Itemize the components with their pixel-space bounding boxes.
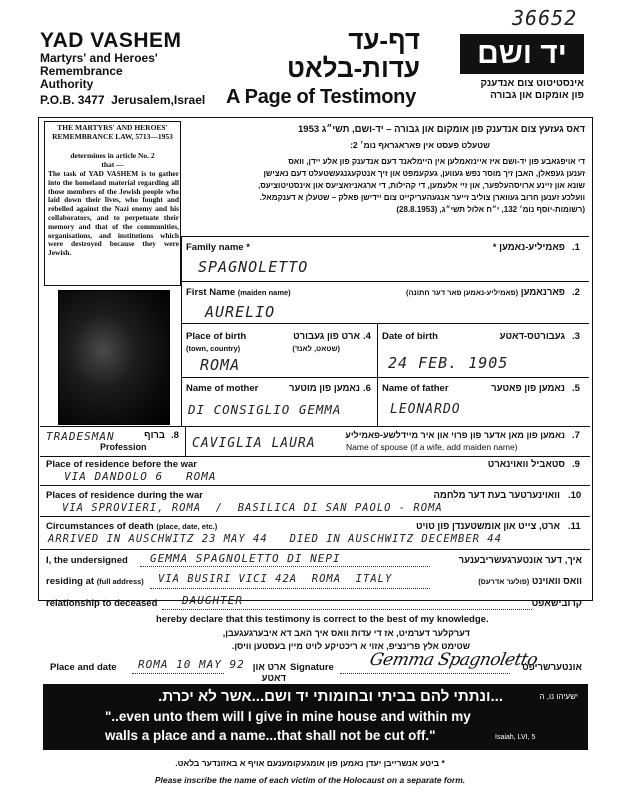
death-circumstances-heb-label: ארט, צייט און אומשטענדן פון טויט (415, 521, 560, 532)
spouse-name-label: Name of spouse (if a wife, add maiden name) (346, 442, 518, 452)
birthdate-value[interactable]: 24 FEB. 1905 (388, 354, 509, 372)
logo-text: יד ושם (477, 37, 567, 70)
profession-value[interactable]: TRADESMAN (46, 430, 115, 443)
org-line-2: Martyrs' and Heroes' (40, 51, 158, 65)
yiddish-line-5: שונא און זיינע ארויסהעלפער, און זיי אלעמען, די קהילות, די ארגאניזאציעס און אינסטיטוציעס, (257, 181, 585, 190)
heb-title-2: עדות-בלאט (287, 53, 420, 83)
birthplace-label: Place of birth (186, 331, 247, 342)
field-4-number: .4 (363, 331, 371, 342)
banner-eng-ref: Isaiah, LVI, 5 (495, 734, 536, 741)
residing-sublabel: (full address) (96, 577, 144, 586)
org-block (40, 30, 240, 91)
birthplace-heb-sublabel: (שטאט, לאנד) (292, 344, 340, 353)
residing-value[interactable]: VIA BUSIRI VICI 42A ROMA ITALY (158, 573, 393, 585)
footer-eng-note: Please inscribe the name of each victim of the Holocaust on a separate form. (154, 775, 466, 785)
yiddish-line-7: (רשומות-יוסף נומ׳ 132, י״ח אלול תשי״ג, (28.8.1953) (396, 205, 585, 214)
relationship-heb-label: קרובישאפט (531, 598, 582, 609)
family-name-value[interactable]: SPAGNOLETTO (198, 258, 309, 276)
birthplace-heb-label: ארט פון געבורט (293, 331, 360, 342)
undersigned-label: I, the undersigned (46, 555, 128, 566)
family-name-label: Family name * (186, 242, 250, 253)
banner-heb-ref: ישעיהו נו, ה (539, 692, 578, 701)
residing-heb-sublabel: (פולער אדרעס) (478, 577, 530, 586)
prewar-residence-label: Place of residence before the war (46, 459, 198, 470)
mother-name-value[interactable]: DI CONSIGLIO GEMMA (188, 402, 342, 417)
law-heading: THE MARTYRS' AND HEROES' REMEMBRANCE LAW, 5713—1953 (52, 123, 173, 141)
residing-heb-text: וואס וואוינט (531, 576, 582, 587)
profession-heb-label: ברוף (144, 430, 165, 441)
isaiah-banner (43, 684, 588, 750)
banner-heb-quote: ...ונתתי להם בביתי ובחומותי יד ושם...אשר לא יכרת. (158, 688, 503, 705)
declaration-heb-1: דערקלער דערמיט, אז די עדות וואס איך האב דא איבערגעגעבן, (222, 628, 470, 638)
signature-image: Gemma Spagnoletto (367, 650, 540, 670)
residing-label-text: residing at (46, 576, 95, 587)
profession-label: Profession (100, 442, 147, 452)
org-line-3: Remembrance (40, 64, 123, 78)
wartime-residence-label: Places of residence during the war (46, 490, 203, 501)
declaration-text: hereby declare that this testimony is correct to the best of my knowledge. (156, 614, 489, 625)
prewar-residence-value[interactable]: VIA DANDOLO 6 ROMA (64, 470, 217, 483)
field-1-number: .1 (572, 242, 580, 253)
logo-subtitle-1: אינסטיטוט צום אנדענק (480, 78, 584, 89)
yiddish-line-3: די אויפגאבע פון יד-ושם איז איינזאמלען אין היימלאנד דעם אנדענק פון אלע יידן, וואס (288, 157, 585, 166)
heb-title-1: דף-עד (348, 25, 420, 55)
org-name: YAD VASHEM (40, 29, 182, 52)
undersigned-heb-label: איך, דער אונטערגעשריבענער (458, 555, 582, 566)
undersigned-value[interactable]: GEMMA SPAGNOLETTO DI NEPI (150, 552, 341, 565)
signature-heb-label: אונטערשריפט (522, 662, 582, 673)
banner-eng-quote-1: "..even unto them will I give in mine house and within my (105, 709, 471, 724)
victim-photo (58, 290, 170, 425)
death-circumstances-value[interactable]: ARRIVED IN AUSCHWITZ 23 MAY 44 DIED IN AUSCHWITZ DECEMBER 44 (48, 533, 502, 545)
father-name-heb-label: נאמען פון פאטער (491, 383, 565, 394)
field-10-number: .10 (568, 490, 582, 501)
spouse-name-value[interactable]: CAVIGLIA LAURA (192, 436, 316, 451)
first-name-label (186, 287, 291, 298)
place-date-label: Place and date (50, 662, 117, 673)
first-name-heb-label (360, 287, 565, 298)
prewar-residence-heb-label: סטאביל וואוינארט (487, 459, 565, 470)
family-name-heb-label: פאמיליע-נאמען * (492, 242, 565, 253)
archive-number: 36652 (512, 6, 578, 30)
page-title: A Page of Testimony (226, 86, 416, 108)
first-name-label-text: First Name (186, 287, 236, 298)
field-6-number: .6 (363, 383, 371, 394)
first-name-heb-sub: (פאמיליע-נאמען פאר דער חתונה) (405, 288, 519, 297)
father-name-value[interactable]: LEONARDO (390, 402, 461, 417)
residing-label (46, 576, 144, 587)
birthplace-value[interactable]: ROMA (200, 356, 241, 374)
first-name-value[interactable]: AURELIO (205, 303, 276, 321)
org-address: P.O.B. 3477 Jerusalem,Israel (40, 93, 206, 107)
banner-eng-quote-2: walls a place and a name...that shall not be cut off." (105, 728, 436, 743)
relationship-label: relationship to deceased (46, 598, 158, 609)
field-2-number: .2 (572, 287, 580, 298)
mother-name-label: Name of mother (186, 383, 259, 394)
logo-subtitle-2: פון אומקום און גבורה (490, 90, 584, 101)
father-name-label: Name of father (382, 383, 449, 394)
law-body: The task of YAD VASHEM is to gather into the homeland material regarding all those members of the Jewish people who laid down their lives, who fought and rebelled against the Nazi enemy and his collaborators, and to perpetuate their memory and that of the communities, organisations, and institutions which were destroyed because they were Jewish. (48, 169, 179, 258)
law-line-2: determines in article No. 2 (70, 151, 155, 160)
first-name-label-sub: (maiden name) (237, 288, 291, 297)
death-circumstances-label-text: Circumstances of death (46, 521, 154, 532)
field-7-number: .7 (572, 430, 580, 441)
law-line-3: that — (101, 160, 124, 169)
residing-heb-label (440, 576, 582, 587)
field-5-number: .5 (572, 383, 580, 394)
signature-label: Signature (290, 662, 334, 673)
birthdate-heb-label: געבורטס-דאטע (499, 331, 565, 342)
field-3-number: .3 (572, 331, 580, 342)
field-11-number: .11 (568, 521, 581, 532)
birthplace-sublabel: (town, country) (186, 344, 241, 353)
mother-name-heb-label: נאמען פון מוטער (289, 383, 360, 394)
yiddish-line-4: זענען געפאלן, האבן זיך מוסר נפש געווען, געקעמפט און זיך אנטקעגנגעשטעלט דעם נאצישן (263, 169, 585, 178)
relationship-value[interactable]: DAUGHTER (182, 594, 243, 607)
declaration-heb-2: שטימט אלץ פרינציפ, אזוי א ריכטיקע לויט מיין בעסטען וויסן. (231, 641, 470, 651)
place-date-heb-label: ארט און דאטע (252, 662, 286, 684)
org-line-4: Authority (40, 77, 94, 91)
yad-vashem-logo (460, 34, 584, 74)
birthdate-label: Date of birth (382, 331, 438, 342)
footer-heb-note: * ביטע אנשרייבן יעדן נאמען פון אומגעקומענעם אויף א באזונדער בלאט. (175, 758, 445, 768)
first-name-heb-text: פארנאמען (520, 287, 565, 298)
yiddish-line-2: שטעלט פעסט אין פאראגראף נומ׳ 2: (350, 140, 490, 150)
spouse-name-heb-label: נאמען פון מאן אדער פון פרוי און איר מיידלשע-פאמיליע (345, 430, 565, 440)
death-circumstances-sublabel: (place, date, etc.) (156, 522, 218, 531)
death-circumstances-label (46, 521, 217, 532)
field-8-number: .8 (171, 430, 179, 441)
yiddish-line-1: דאס געזעץ צום אנדענק פון אומקום און גבורה – יד-ושם, תשי״ג 1953 (298, 124, 585, 135)
wartime-residence-value[interactable]: VIA SPROVIERI, ROMA / BASILICA DI SAN PAOLO - ROMA (62, 502, 443, 514)
yiddish-line-6: וועלכע זענען חרוב געווארן צוליב זייער אנגעהעריקייט צום יידישן פאלק – שטעלן א דענקמאל. (259, 193, 585, 202)
place-date-value[interactable]: ROMA 10 MAY 92 (138, 658, 245, 671)
wartime-residence-heb-label: וואוינערטער בעת דער מלחמה (433, 490, 560, 501)
field-9-number: .9 (572, 459, 580, 470)
